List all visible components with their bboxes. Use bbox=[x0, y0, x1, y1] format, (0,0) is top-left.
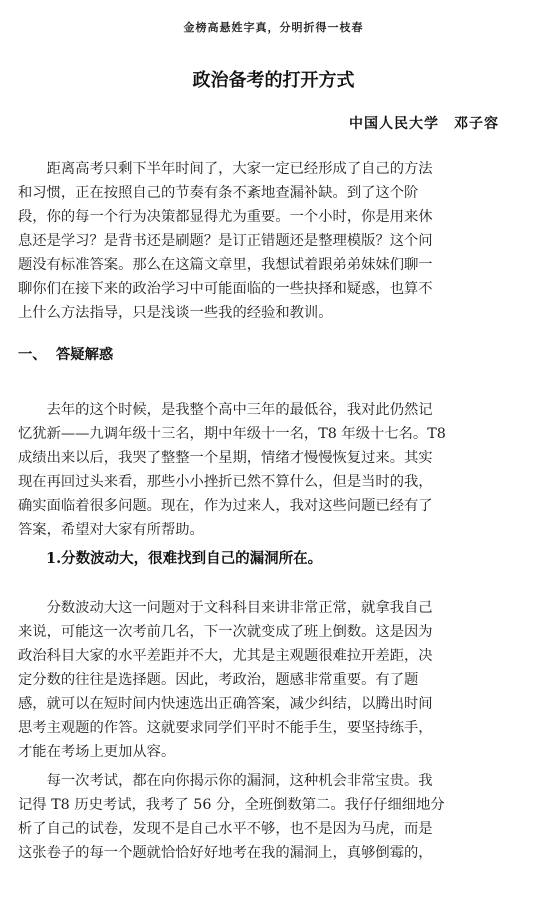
text-line: 析了自己的试卷，发现不是自己水平不够，也不是因为马虎，而是 bbox=[18, 821, 433, 837]
text-line: 答案，希望对大家有所帮助。 bbox=[18, 522, 204, 538]
section-number: 一、 bbox=[18, 347, 47, 363]
text-line: 感，就可以在短时间内快速选出正确答案，减少纠结，以腾出时间 bbox=[18, 696, 433, 712]
article-author: 中国人民大学 邓子容 bbox=[349, 116, 499, 132]
body-paragraph bbox=[18, 398, 488, 542]
text-line: 这张卷子的每一个题就恰恰好好地考在我的漏洞上，真够倒霉的， bbox=[18, 845, 433, 861]
text-line: 确实面临着很多问题。现在，作为过来人，我对这些问题已经有了 bbox=[18, 498, 433, 514]
body-paragraph bbox=[18, 596, 488, 764]
text-line: 成绩出来以后，我哭了整整一个星期，情绪才慢慢恢复过来。其实 bbox=[18, 450, 433, 466]
text-line: 和习惯，正在按照自己的节奏有条不紊地查漏补缺。到了这个阶 bbox=[18, 185, 419, 201]
text-line: 段，你的每一个行为决策都显得尤为重要。一个小时，你是用来休 bbox=[18, 209, 433, 225]
text-line: 题没有标准答案。那么在这篇文章里，我想试着跟弟弟妹妹们聊一 bbox=[18, 257, 433, 273]
section-heading bbox=[18, 344, 113, 364]
intro-paragraph bbox=[18, 157, 488, 325]
article-title: 政治备考的打开方式 bbox=[192, 70, 355, 91]
text-line: 距离高考只剩下半年时间了，大家一定已经形成了自己的方法 bbox=[18, 161, 433, 177]
body-paragraph bbox=[18, 769, 488, 865]
text-line: 分数波动大这一问题对于文科科目来讲非常正常，就拿我自己 bbox=[18, 600, 433, 616]
text-line: 息还是学习？是背书还是刷题？是订正错题还是整理模版？这个问 bbox=[18, 233, 433, 249]
text-line: 上什么方法指导，只是浅谈一些我的经验和教训。 bbox=[18, 305, 333, 321]
text-line: 聊你们在接下来的政治学习中可能面临的一些抉择和疑惑，也算不 bbox=[18, 281, 433, 297]
text-line: 才能在考场上更加从容。 bbox=[18, 744, 176, 760]
text-line: 记得 T8 历史考试，我考了 56 分，全班倒数第二。我仔仔细细地分 bbox=[18, 797, 445, 813]
header-motto: 金榜高悬姓字真，分明折得一枝春 bbox=[183, 21, 364, 34]
text-line: 定分数的往往是选择题。因此，考政治，题感非常重要。有了题 bbox=[18, 672, 419, 688]
text-line: 去年的这个时候，是我整个高中三年的最低谷，我对此仍然记 bbox=[18, 402, 433, 418]
text-line: 忆犹新——九调年级十三名，期中年级十一名，T8 年级十七名。T8 bbox=[18, 426, 446, 442]
section-title: 答疑解惑 bbox=[56, 347, 114, 363]
text-line: 思考主观题的作答。这就要求同学们平时不能手生，要坚持练手， bbox=[18, 720, 433, 736]
text-line: 来说，可能这一次考前几名，下一次就变成了班上倒数。这是因为 bbox=[18, 624, 433, 640]
sub-heading: 1.分数波动大，很难找到自己的漏洞所在。 bbox=[46, 550, 323, 567]
text-line: 每一次考试，都在向你揭示你的漏洞，这种机会非常宝贵。我 bbox=[18, 773, 433, 789]
text-line: 政治科目大家的水平差距并不大，尤其是主观题很难拉开差距，决 bbox=[18, 648, 433, 664]
text-line: 现在再回过头来看，那些小小挫折已然不算什么，但是当时的我， bbox=[18, 474, 433, 490]
